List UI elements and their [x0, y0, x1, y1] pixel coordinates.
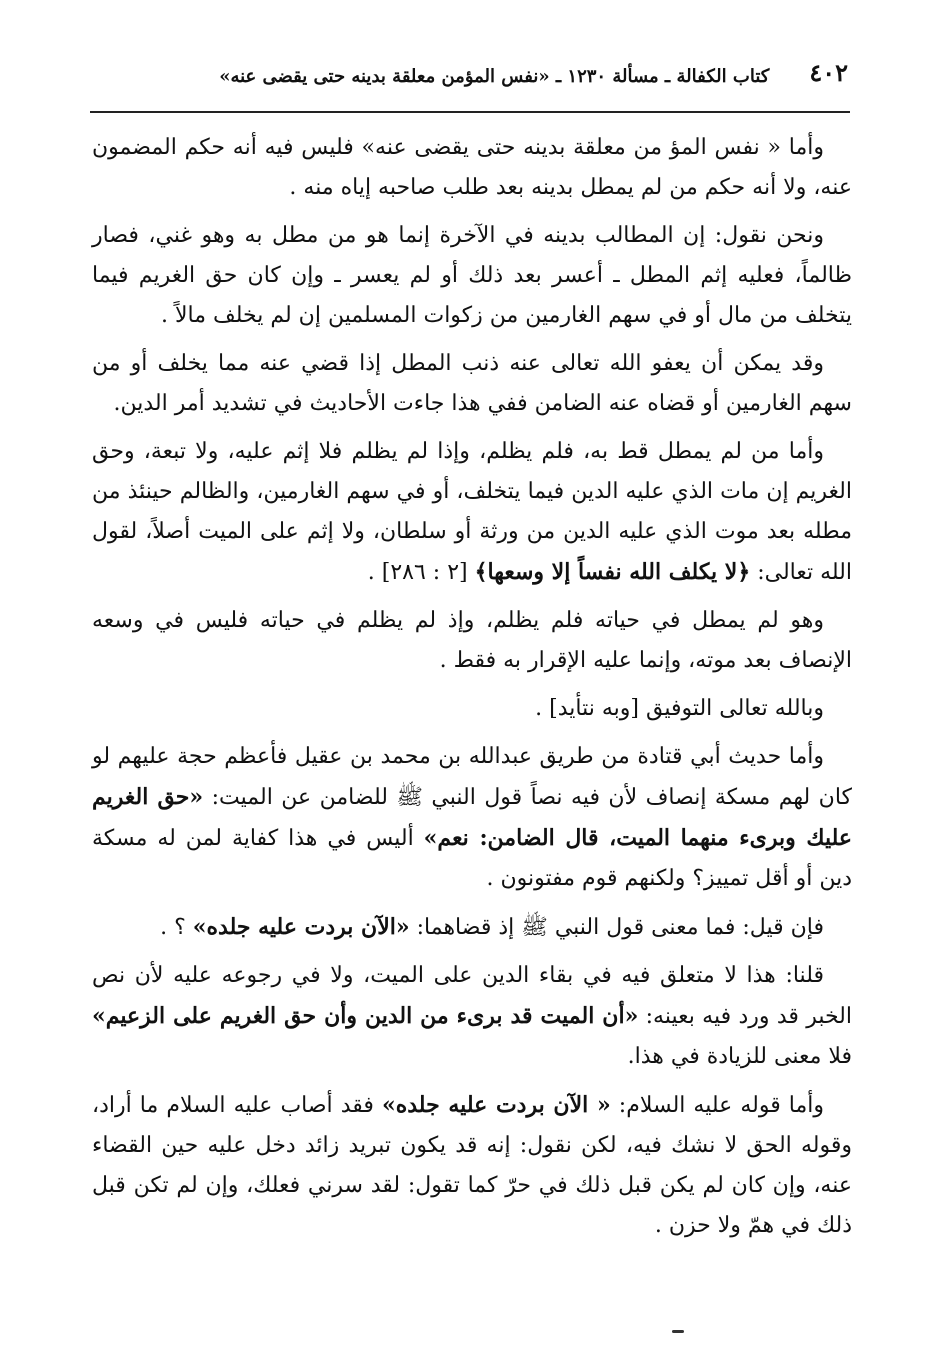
running-title: كتاب الكفالة ـ مسألة ١٢٣٠ ـ «نفس المؤمن معلقة بدينه حتى يقضى عنه» [219, 66, 770, 87]
quoted-text: ﴿لا يكلف الله نفساً إلا وسعها﴾ [474, 559, 751, 585]
paragraph [92, 1085, 852, 1246]
page-number: ٤٠٢ [809, 58, 848, 87]
paragraph [92, 737, 852, 899]
paragraph-text: وأما « نفس المؤ من معلقة بدينه حتى يقضى عنه» فليس فيه أنه حكم المضمون عنه، ولا أنه حكم من لم يمطل بدينه بعد طلب صاحبه إياه منه . [92, 135, 852, 200]
paragraph-text: قلنا: هذا لا متعلق فيه في بقاء الدين على الميت، ولا في رجوعه عليه لأن نص الخبر قد ورد فيه بعينه: [92, 963, 852, 1029]
paragraph-text: فلا معنى للزيادة في هذا. [627, 1044, 852, 1069]
quoted-text: «الآن بردت عليه جلده» [192, 914, 410, 940]
paragraph [92, 128, 852, 208]
quoted-text: « الآن بردت عليه جلده» [381, 1092, 611, 1118]
paragraph-text: وقد يمكن أن يعفو الله تعالى عنه ذنب المطل إذا قضي عنه مما يخلف أو من سهم الغارمين أو قضاه عنه الضامن ففي هذا جاءت الأحاديث في تشديد أمر الدين. [92, 351, 852, 416]
quoted-text: «أن الميت قد برىء من الدين وأن حق الغريم على الزعيم» [92, 1003, 639, 1029]
quoted-text: «حق الغريم عليك وبرىء منهما الميت، قال الضامن: نعم» [92, 784, 852, 851]
paragraph [92, 689, 852, 729]
paragraph [92, 216, 852, 336]
paragraph-text: وهو لم يمطل في حياته فلم يظلم، وإذ لم يظلم في حياته فليس في وسعه الإنصاف بعد موته، وإنما عليه الإقرار به فقط . [92, 608, 852, 673]
paragraph [92, 432, 852, 593]
paragraph-text: أليس في هذا كفاية لمن له مسكة دين أو أقل تمييز؟ ولكنهم قوم مفتونون . [92, 826, 852, 891]
paragraph [92, 907, 852, 948]
paragraph-text: ؟ . [160, 915, 193, 940]
paragraph-text: ونحن نقول: إن المطالب بدينه في الآخرة إنما هو من مطل به وهو غني، فصار ظالماً، فعليه إثم المطل ـ أعسر بعد ذلك أو لم يعسر ـ وإن كان حق الغريم فيما يتخلف من مال أو في سهم الغارمين من زكوات المسلمين إن لم يخلف مالاً . [92, 223, 852, 328]
running-header [78, 58, 848, 87]
header-rule [90, 111, 850, 113]
paragraph-text: وبالله تعالى التوفيق [وبه نتأيد] . [535, 696, 824, 721]
paragraph-text: وأما من لم يمطل قط به، فلم يظلم، وإذا لم يظلم فلا إثم عليه، ولا تبعة، وحق الغريم إن مات الذي عليه الدين فيما يتخلف، أو في سهم الغارمين، والظالم حينئذ من مطله بعد موت الذي عليه الدين من ورثة أو سلطان، ولا إثم على الميت أصلاً، لقول الله تعالى: [92, 439, 852, 585]
paragraph [92, 344, 852, 424]
paragraph-text: وأما حديث أبي قتادة من طريق عبدالله بن محمد بن عقيل فأعظم حجة عليهم لو كان لهم مسكة إنصاف لأن فيه نصاً قول النبي ﷺ للضامن عن الميت: [92, 744, 852, 810]
paragraph [92, 601, 852, 681]
body-text [92, 128, 852, 1254]
paragraph [92, 956, 852, 1077]
page-mark [672, 1330, 684, 1333]
paragraph-text: فقد أصاب عليه السلام ما أراد، وقوله الحق لا نشك فيه، لكن نقول: إنه قد يكون تبريد زائد دخل عليه حين القضاء عنه، وإن كان لم يكن قبل ذلك في حرّ كما تقول: لقد سرني فعلك، وإن لم تكن قبل ذلك في همّ ولا حزن . [92, 1093, 852, 1238]
paragraph-text: [٢ : ٢٨٦] . [367, 560, 475, 585]
paragraph-text: فإن قيل: فما معنى قول النبي ﷺ إذ قضاهما: [409, 915, 824, 940]
paragraph-text: وأما قوله عليه السلام: [610, 1093, 824, 1118]
